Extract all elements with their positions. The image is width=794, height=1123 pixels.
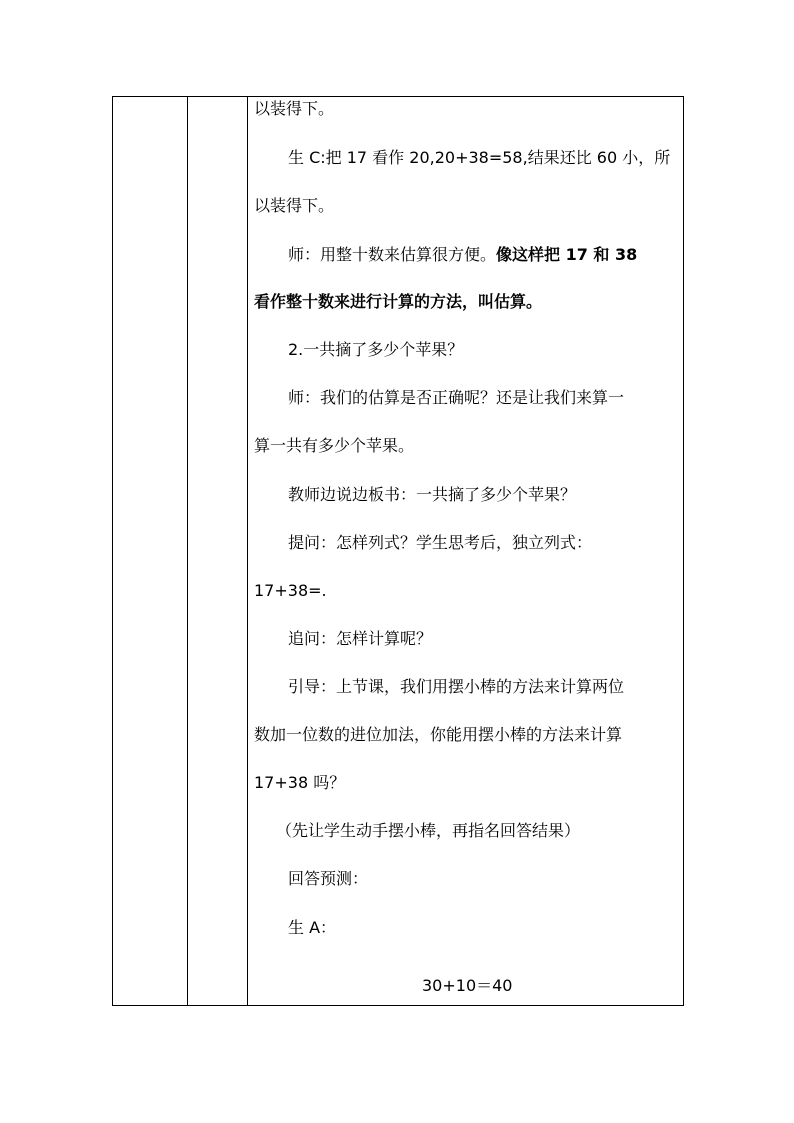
text-line: 追问：怎样计算呢？ [288,629,433,648]
text-line: 引导：上节课，我们用摆小棒的方法来计算两位 [288,677,625,696]
text-line: 以装得下。 [254,196,335,215]
section-heading: 2.一共摘了多少个苹果？ [288,340,464,359]
text-line: 17+38 吗？ [254,773,346,792]
text-bold: 像这样把 17 和 38 [496,245,638,264]
text-line: 数加一位数的进位加法，你能用摆小棒的方法来计算 [254,725,623,744]
text-line: 师：我们的估算是否正确呢？还是让我们来算一 [288,388,625,407]
text-line: 生 C:把 17 看作 20,20+38=58,结果还比 60 小，所 [288,148,671,167]
text-line: 教师边说边板书：一共摘了多少个苹果？ [288,485,577,504]
equation-line: 30+10＝40 [422,976,513,995]
text-line: 17+38=. [254,581,327,600]
text-line: 算一共有多少个苹果。 [254,436,415,455]
text-line: 回答预测： [288,869,369,888]
column-divider-2 [247,97,248,1005]
text-line: 生 A： [288,918,337,937]
text-normal: 师：用整十数来估算很方便。 [288,245,497,264]
text-line [288,245,637,265]
text-line: 以装得下。 [254,99,335,118]
text-line: （先让学生动手摆小棒，再指名回答结果） [276,821,581,840]
column-divider-1 [187,97,188,1005]
text-line: 提问：怎样列式？学生思考后，独立列式： [288,533,593,552]
text-line-bold: 看作整十数来进行计算的方法，叫估算。 [254,292,543,311]
